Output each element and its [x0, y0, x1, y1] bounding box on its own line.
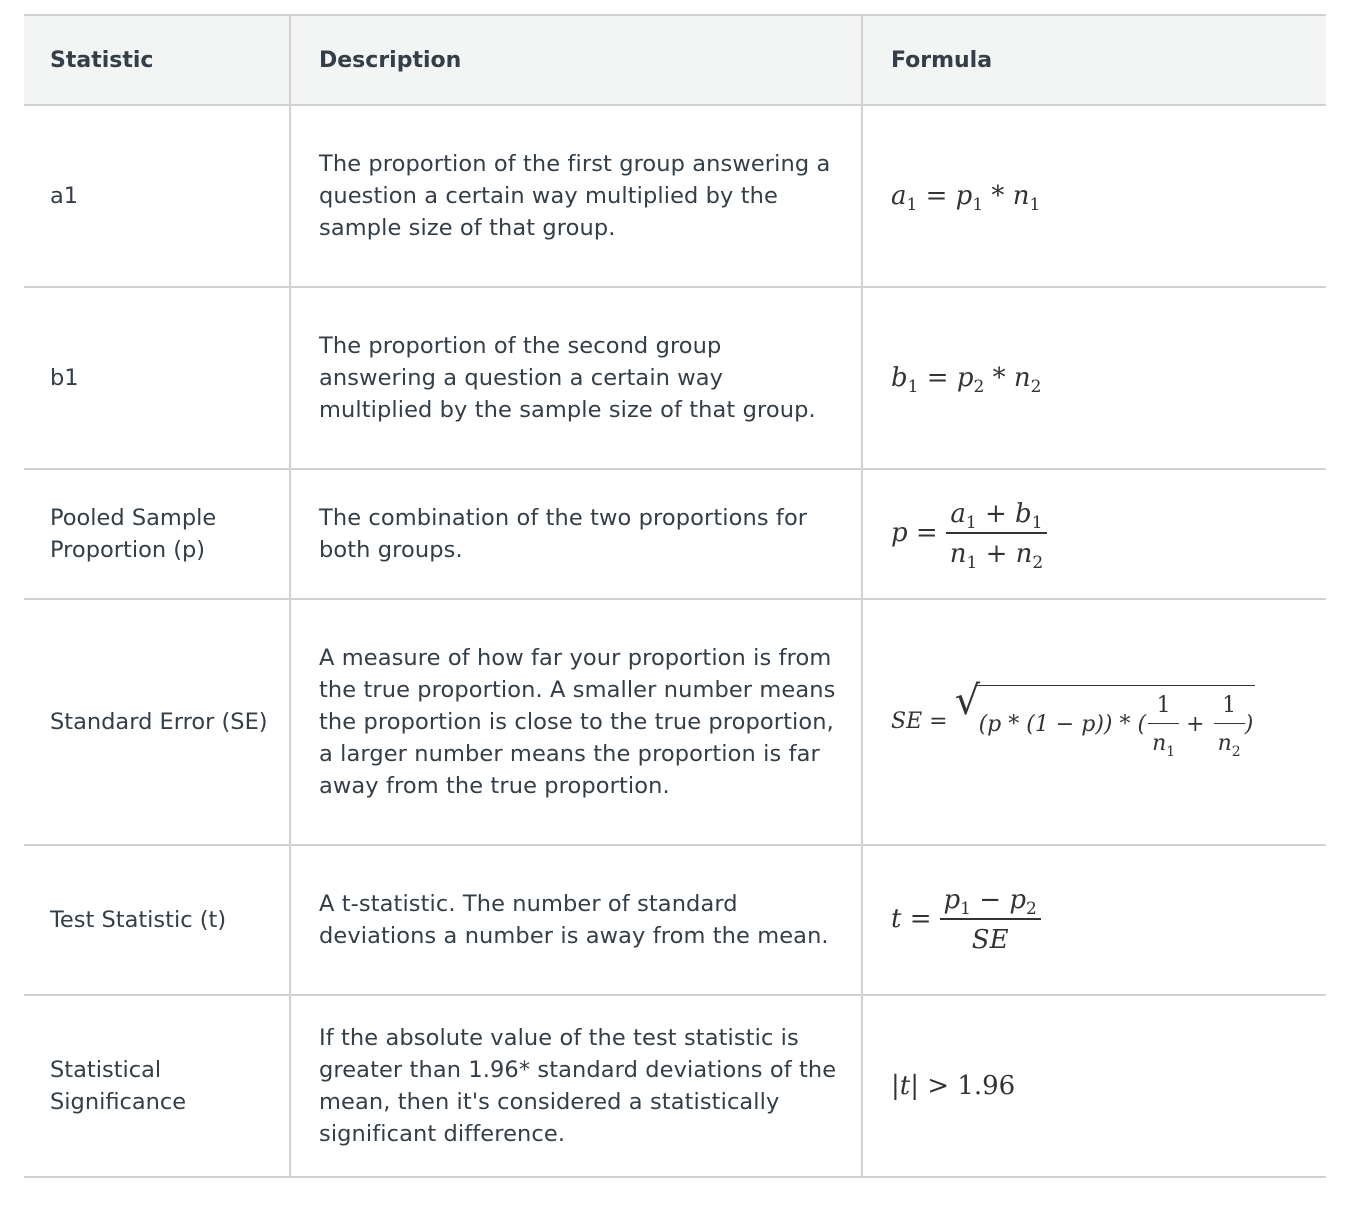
formula-cell	[862, 599, 1326, 845]
header-formula: Formula	[862, 15, 1326, 105]
description-cell: The proportion of the first group answering a question a certain way multiplied by the sample size of that group.	[290, 105, 862, 287]
formula-cell	[862, 469, 1326, 599]
description-cell: The combination of the two proportions for both groups.	[290, 469, 862, 599]
header-description: Description	[290, 15, 862, 105]
table-row	[24, 599, 1326, 845]
square-root: √ (p * (1 − p)) * ( $\frac{1}{n_1}$ + $\frac{1}{n_2}$ )	[954, 677, 1254, 760]
table-row	[24, 105, 1326, 287]
formula-cell	[862, 105, 1326, 287]
table-header-row	[24, 15, 1326, 105]
fraction: $\frac{p_1 - p_2}{SE}$	[940, 884, 1041, 956]
description-cell: A measure of how far your proportion is from the true proportion. A smaller number means the proportion is close to the true proportion, a larger number means the proportion is far away from the true proportion.	[290, 599, 862, 845]
statistic-cell: Pooled Sample Proportion (p)	[24, 469, 290, 599]
description-cell: A t-statistic. The number of standard deviations a number is away from the mean.	[290, 845, 862, 995]
statistic-cell: b1	[24, 287, 290, 469]
formula-cell	[862, 995, 1326, 1177]
statistic-cell: Standard Error (SE)	[24, 599, 290, 845]
table-row	[24, 469, 1326, 599]
statistic-cell: Statistical Significance	[24, 995, 290, 1177]
table-row	[24, 287, 1326, 469]
formula-standard-error: SE = √ (p * (1 − p)) * ( $\frac{1}{n_1}$ + $\frac{1}{n_2}$ )	[891, 677, 1254, 760]
statistic-cell: Test Statistic (t)	[24, 845, 290, 995]
formula-test-statistic: t = $\frac{p_1 - p_2}{SE}$	[891, 904, 1041, 934]
table-row	[24, 995, 1326, 1177]
formula-cell	[862, 287, 1326, 469]
description-cell: If the absolute value of the test statistic is greater than 1.96* standard deviations of the mean, then it's considered a statistically significant difference.	[290, 995, 862, 1177]
formula-pooled-proportion: p = $\frac{a_1 + b_1}{n_1 + n_2}$	[891, 518, 1047, 548]
statistics-table	[24, 14, 1326, 1178]
table-row	[24, 845, 1326, 995]
header-statistic: Statistic	[24, 15, 290, 105]
formula-a1: $a_1 = p_1 * n_1$	[891, 180, 1041, 215]
description-cell: The proportion of the second group answering a question a certain way multiplied by the sample size of that group.	[290, 287, 862, 469]
fraction: $\frac{a_1 + b_1}{n_1 + n_2}$	[946, 498, 1047, 570]
formula-b1: $b_1 = p_2 * n_2$	[891, 362, 1042, 397]
formula-significance: |t| > 1.96	[891, 1070, 1016, 1101]
formula-cell	[862, 845, 1326, 995]
statistic-cell: a1	[24, 105, 290, 287]
